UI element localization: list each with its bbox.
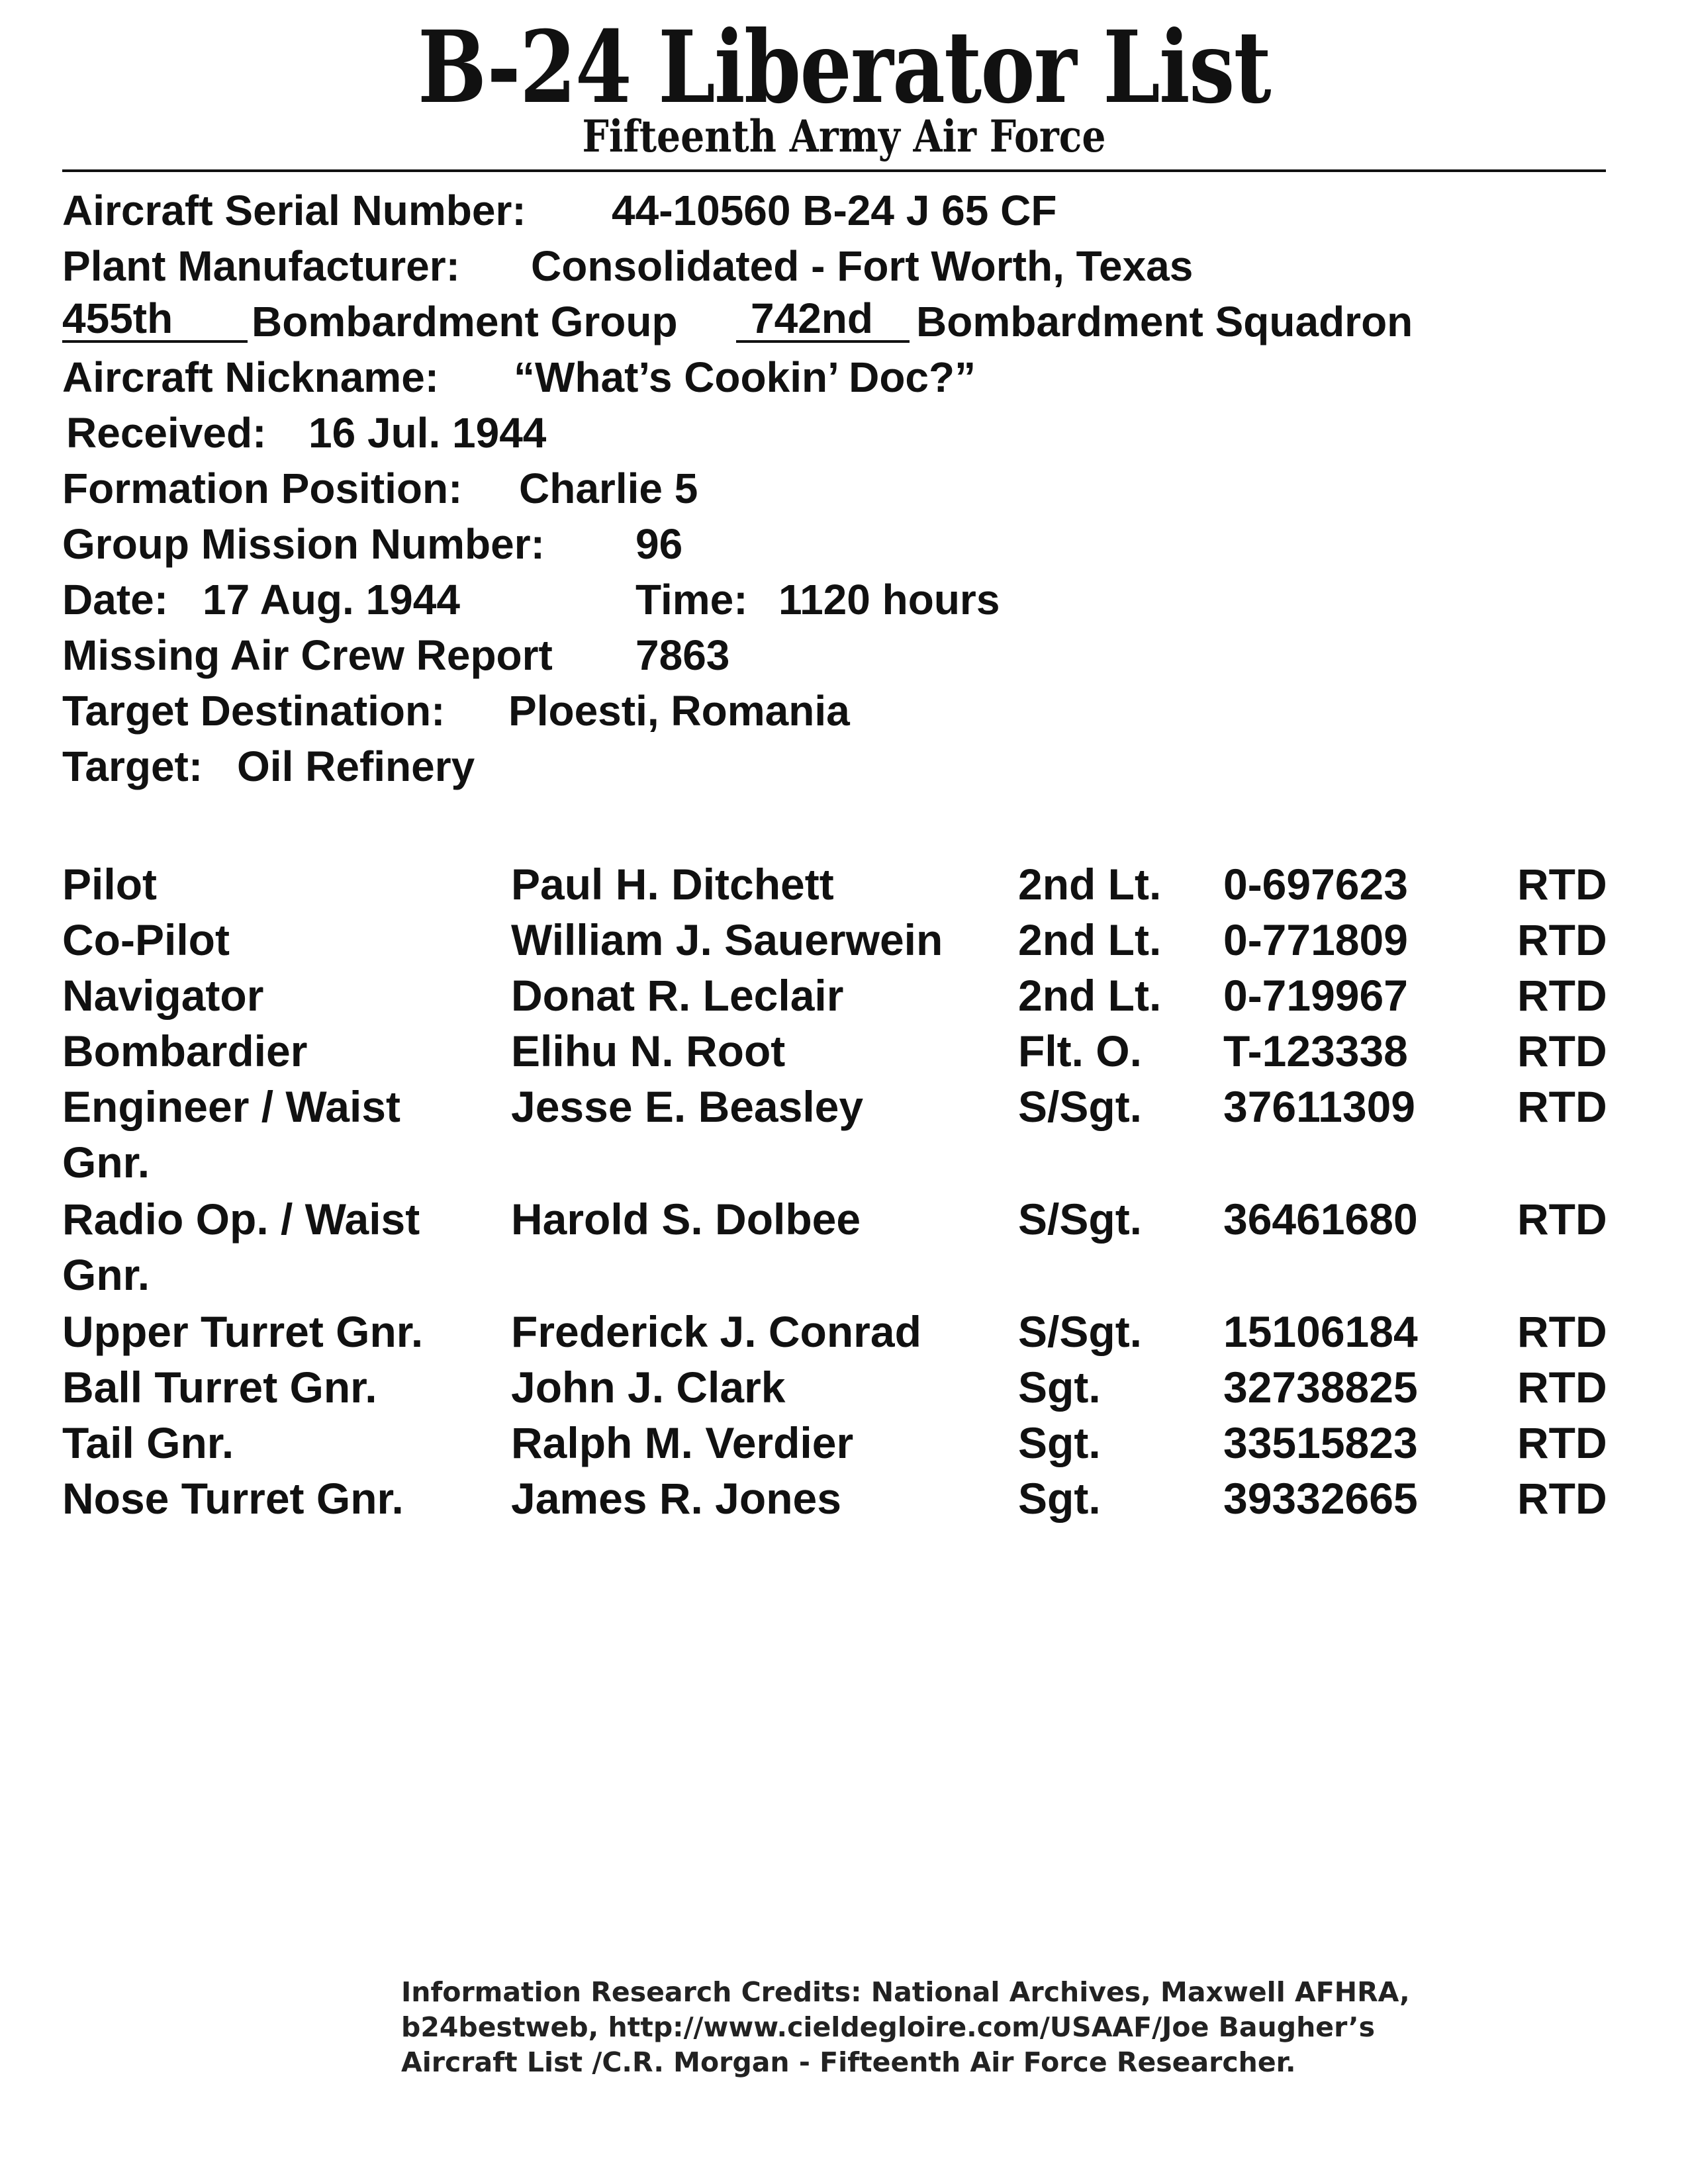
crew-name: Elihu N. Root [511, 1026, 786, 1075]
crew-serial: 37611309 [1223, 1082, 1416, 1131]
crew-row [0, 1359, 1688, 1415]
page-title: B-24 Liberator List [418, 9, 1270, 126]
crew-serial: 36461680 [1223, 1195, 1418, 1244]
credits-line: Aircraft List /C.R. Morgan - Fifteenth Air Force Researcher. [401, 2046, 1296, 2078]
crew-status: RTD [1517, 860, 1607, 909]
crew-status: RTD [1517, 1307, 1607, 1356]
manufacturer-label: Plant Manufacturer: [62, 242, 460, 290]
crew-rank: Flt. O. [1018, 1026, 1142, 1075]
crew-serial: 33515823 [1223, 1418, 1418, 1467]
crew-rank: S/Sgt. [1018, 1307, 1143, 1356]
group-label: Bombardment Group [252, 298, 678, 345]
crew-rank: Sgt. [1018, 1418, 1101, 1467]
crew-status: RTD [1517, 1418, 1607, 1467]
squadron-label: Bombardment Squadron [916, 298, 1413, 345]
crew-serial: 39332665 [1223, 1474, 1418, 1523]
target-value: Oil Refinery [237, 743, 475, 790]
destination-label: Target Destination: [62, 687, 445, 735]
received-label: Received: [66, 409, 267, 457]
crew-serial: 15106184 [1223, 1307, 1418, 1356]
crew-rank: S/Sgt. [1018, 1082, 1143, 1131]
crew-position: Co-Pilot [62, 915, 230, 964]
crew-row [0, 1471, 1688, 1526]
crew-row [0, 1304, 1688, 1359]
nickname-label: Aircraft Nickname: [62, 353, 440, 401]
crew-rank: 2nd Lt. [1018, 915, 1162, 964]
crew-row [0, 1023, 1688, 1079]
crew-row [0, 912, 1688, 968]
crew-status: RTD [1517, 1026, 1607, 1075]
crew-position: Upper Turret Gnr. [62, 1307, 424, 1356]
crew-name: William J. Sauerwein [511, 915, 943, 964]
page-subtitle: Fifteenth Army Air Force [582, 111, 1106, 162]
squadron-value: 742nd [736, 296, 910, 343]
date-label: Date: [62, 576, 169, 623]
crew-position: Radio Op. / Waist Gnr. [62, 1195, 420, 1299]
crew-position: Nose Turret Gnr. [62, 1474, 404, 1523]
crew-status: RTD [1517, 1363, 1607, 1412]
crew-status: RTD [1517, 1195, 1607, 1244]
manufacturer-value: Consolidated - Fort Worth, Texas [531, 242, 1194, 290]
crew-row [0, 856, 1688, 912]
crew-name: John J. Clark [511, 1363, 786, 1412]
crew-name: James R. Jones [511, 1474, 841, 1523]
macr-label: Missing Air Crew Report [62, 631, 553, 679]
time-value: 1120 hours [778, 576, 1000, 623]
crew-serial: T-123338 [1223, 1026, 1408, 1075]
crew-row [0, 1079, 1688, 1187]
serial-number-value: 44-10560 B-24 J 65 CF [612, 187, 1057, 234]
header-divider [62, 169, 1606, 172]
crew-position: Navigator [62, 971, 264, 1020]
formation-value: Charlie 5 [519, 465, 698, 512]
target-label: Target: [62, 743, 203, 790]
crew-status: RTD [1517, 971, 1607, 1020]
crew-rank: 2nd Lt. [1018, 971, 1162, 1020]
crew-position: Tail Gnr. [62, 1418, 234, 1467]
crew-position: Ball Turret Gnr. [62, 1363, 377, 1412]
crew-name: Frederick J. Conrad [511, 1307, 921, 1356]
crew-row [0, 1191, 1688, 1299]
crew-row [0, 1415, 1688, 1471]
crew-position: Bombardier [62, 1026, 308, 1075]
serial-number-label: Aircraft Serial Number: [62, 187, 526, 234]
crew-serial: 0-771809 [1223, 915, 1408, 964]
crew-serial: 32738825 [1223, 1363, 1418, 1412]
crew-name: Donat R. Leclair [511, 971, 844, 1020]
date-value: 17 Aug. 1944 [203, 576, 460, 623]
crew-rank: Sgt. [1018, 1474, 1101, 1523]
crew-serial: 0-719967 [1223, 971, 1408, 1020]
mission-label: Group Mission Number: [62, 520, 545, 568]
macr-value: 7863 [635, 631, 730, 679]
crew-name: Paul H. Ditchett [511, 860, 834, 909]
received-value: 16 Jul. 1944 [308, 409, 547, 457]
crew-status: RTD [1517, 1082, 1607, 1131]
crew-rank: 2nd Lt. [1018, 860, 1162, 909]
destination-value: Ploesti, Romania [508, 687, 850, 735]
crew-name: Jesse E. Beasley [511, 1082, 864, 1131]
research-credits [401, 1975, 1410, 2080]
time-label: Time: [635, 576, 748, 623]
group-value: 455th [62, 296, 248, 343]
crew-rank: Sgt. [1018, 1363, 1101, 1412]
formation-label: Formation Position: [62, 465, 463, 512]
mission-value: 96 [635, 520, 683, 568]
crew-serial: 0-697623 [1223, 860, 1408, 909]
crew-position: Pilot [62, 860, 157, 909]
crew-name: Harold S. Dolbee [511, 1195, 861, 1244]
crew-rank: S/Sgt. [1018, 1195, 1143, 1244]
credits-line: b24bestweb, http://www.cieldegloire.com/USAAF/Joe Baugher’s [401, 2011, 1376, 2043]
credits-line: Information Research Credits: National Archives, Maxwell AFHRA, [401, 1976, 1410, 2008]
crew-name: Ralph M. Verdier [511, 1418, 854, 1467]
crew-position: Engineer / Waist Gnr. [62, 1082, 400, 1187]
crew-status: RTD [1517, 915, 1607, 964]
crew-row [0, 968, 1688, 1023]
nickname-value: “What’s Cookin’ Doc?” [514, 353, 976, 401]
crew-status: RTD [1517, 1474, 1607, 1523]
